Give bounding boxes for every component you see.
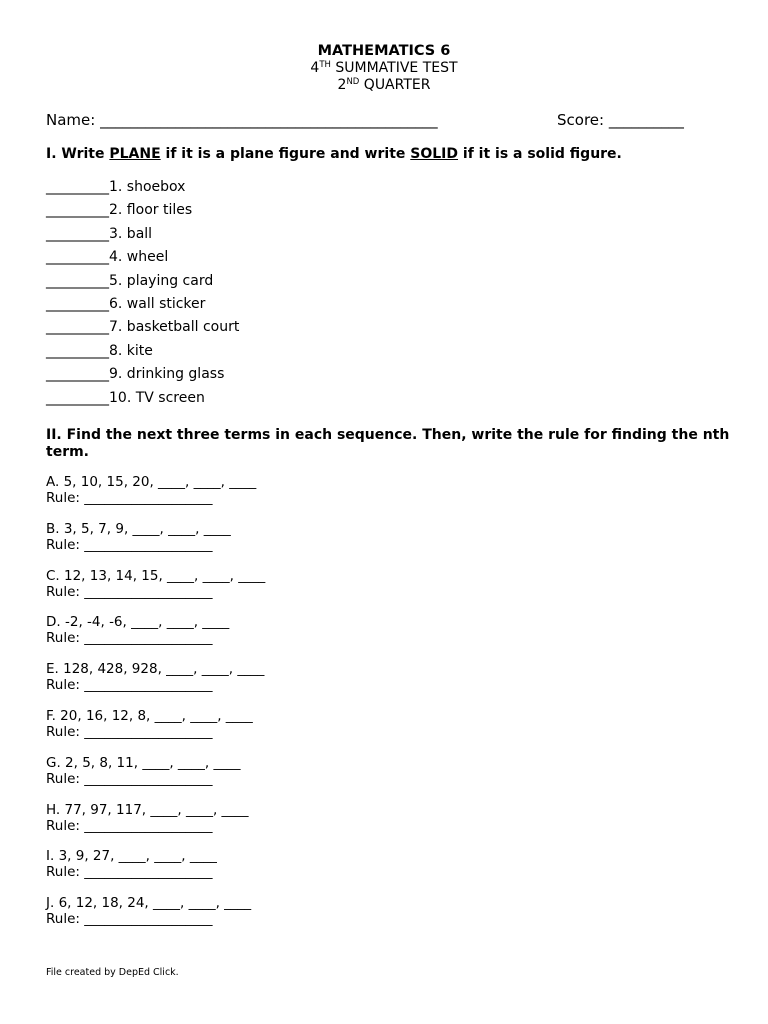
item-text: 7. basketball court bbox=[109, 319, 240, 336]
instruction-text: if it is a plane figure and write bbox=[160, 146, 411, 162]
answer-blank[interactable]: _________ bbox=[46, 295, 109, 312]
part1-instruction bbox=[46, 145, 736, 163]
sequence-text[interactable]: H. 77, 97, 117, ____, ____, ____ bbox=[46, 801, 249, 818]
sequence-item bbox=[46, 895, 265, 942]
rule-line[interactable]: Rule: ___________________ bbox=[46, 817, 213, 834]
list-item bbox=[46, 200, 239, 223]
test-number: 4 bbox=[310, 60, 320, 76]
sequence-item bbox=[46, 614, 265, 661]
sequence-text[interactable]: E. 128, 428, 928, ____, ____, ____ bbox=[46, 661, 265, 678]
test-text: SUMMATIVE TEST bbox=[330, 60, 458, 76]
answer-blank[interactable]: _________ bbox=[46, 342, 109, 359]
footer-credit: File created by DepEd Click. bbox=[46, 967, 179, 978]
rule-line[interactable]: Rule: ___________________ bbox=[46, 864, 213, 881]
sequence-text[interactable]: I. 3, 9, 27, ____, ____, ____ bbox=[46, 848, 217, 865]
item-text: 4. wheel bbox=[109, 249, 169, 266]
list-item bbox=[46, 364, 239, 387]
sequence-item bbox=[46, 661, 265, 708]
list-item bbox=[46, 224, 239, 247]
test-ordinal: TH bbox=[319, 60, 331, 70]
name-label: Name: bbox=[46, 111, 101, 129]
plane-keyword: PLANE bbox=[109, 146, 161, 162]
sequence-item bbox=[46, 474, 265, 521]
sequence-text[interactable]: B. 3, 5, 7, 9, ____, ____, ____ bbox=[46, 520, 231, 537]
rule-line[interactable]: Rule: ___________________ bbox=[46, 630, 213, 647]
quarter-text: QUARTER bbox=[359, 77, 431, 93]
header bbox=[0, 43, 768, 94]
score-field[interactable] bbox=[557, 110, 684, 130]
name-blank[interactable]: _____________________________________________ bbox=[100, 111, 438, 129]
list-item bbox=[46, 177, 239, 200]
answer-blank[interactable]: _________ bbox=[46, 179, 109, 195]
instruction-text: if it is a solid figure. bbox=[458, 146, 622, 162]
list-item bbox=[46, 247, 239, 270]
rule-line[interactable]: Rule: ___________________ bbox=[46, 536, 213, 553]
score-label: Score: bbox=[557, 111, 609, 129]
score-blank[interactable]: __________ bbox=[608, 111, 684, 129]
sequence-text[interactable]: J. 6, 12, 18, 24, ____, ____, ____ bbox=[46, 895, 252, 912]
item-text: 3. ball bbox=[109, 225, 153, 242]
item-text: 10. TV screen bbox=[109, 389, 205, 406]
answer-blank[interactable]: _________ bbox=[46, 366, 109, 383]
part2-sequence-list bbox=[46, 474, 265, 942]
rule-line[interactable]: Rule: ___________________ bbox=[46, 770, 213, 787]
rule-line[interactable]: Rule: ___________________ bbox=[46, 490, 213, 506]
answer-blank[interactable]: _________ bbox=[46, 225, 109, 242]
name-field[interactable] bbox=[46, 110, 438, 130]
sequence-item bbox=[46, 568, 265, 615]
rule-line[interactable]: Rule: ___________________ bbox=[46, 911, 213, 928]
list-item bbox=[46, 388, 239, 411]
list-item bbox=[46, 271, 239, 294]
sequence-item bbox=[46, 755, 265, 802]
answer-blank[interactable]: _________ bbox=[46, 319, 109, 336]
item-text: 2. floor tiles bbox=[109, 202, 193, 219]
list-item bbox=[46, 294, 239, 317]
rule-line[interactable]: Rule: ___________________ bbox=[46, 677, 213, 694]
answer-blank[interactable]: _________ bbox=[46, 249, 109, 266]
sequence-item bbox=[46, 521, 265, 568]
instruction-text: I. Write bbox=[46, 146, 110, 162]
rule-line[interactable]: Rule: ___________________ bbox=[46, 583, 213, 600]
sequence-item bbox=[46, 848, 265, 895]
quarter-ordinal: ND bbox=[346, 77, 360, 87]
quarter-label bbox=[0, 77, 768, 94]
sequence-item bbox=[46, 708, 265, 755]
rule-line[interactable]: Rule: ___________________ bbox=[46, 723, 213, 740]
sequence-text[interactable]: A. 5, 10, 15, 20, ____, ____, ____ bbox=[46, 474, 257, 490]
item-text: 1. shoebox bbox=[109, 179, 186, 195]
list-item bbox=[46, 317, 239, 340]
answer-blank[interactable]: _________ bbox=[46, 202, 109, 219]
item-text: 8. kite bbox=[109, 342, 153, 359]
item-text: 5. playing card bbox=[109, 272, 214, 289]
page-title: MATHEMATICS 6 bbox=[317, 43, 451, 59]
answer-blank[interactable]: _________ bbox=[46, 389, 109, 406]
list-item bbox=[46, 341, 239, 364]
item-text: 9. drinking glass bbox=[109, 366, 225, 383]
sequence-text[interactable]: G. 2, 5, 8, 11, ____, ____, ____ bbox=[46, 754, 241, 771]
sequence-text[interactable]: F. 20, 16, 12, 8, ____, ____, ____ bbox=[46, 707, 253, 724]
quarter-number: 2 bbox=[337, 77, 347, 93]
sequence-text[interactable]: C. 12, 13, 14, 15, ____, ____, ____ bbox=[46, 567, 266, 584]
solid-keyword: SOLID bbox=[410, 146, 459, 162]
test-label bbox=[0, 60, 768, 77]
answer-blank[interactable]: _________ bbox=[46, 272, 109, 289]
sequence-text[interactable]: D. -2, -4, -6, ____, ____, ____ bbox=[46, 614, 230, 631]
part2-instruction: II. Find the next three terms in each sequence. Then, write the rule for finding the nth term. bbox=[46, 427, 730, 460]
sequence-item bbox=[46, 802, 265, 849]
item-text: 6. wall sticker bbox=[109, 295, 206, 312]
part1-item-list bbox=[46, 177, 239, 411]
